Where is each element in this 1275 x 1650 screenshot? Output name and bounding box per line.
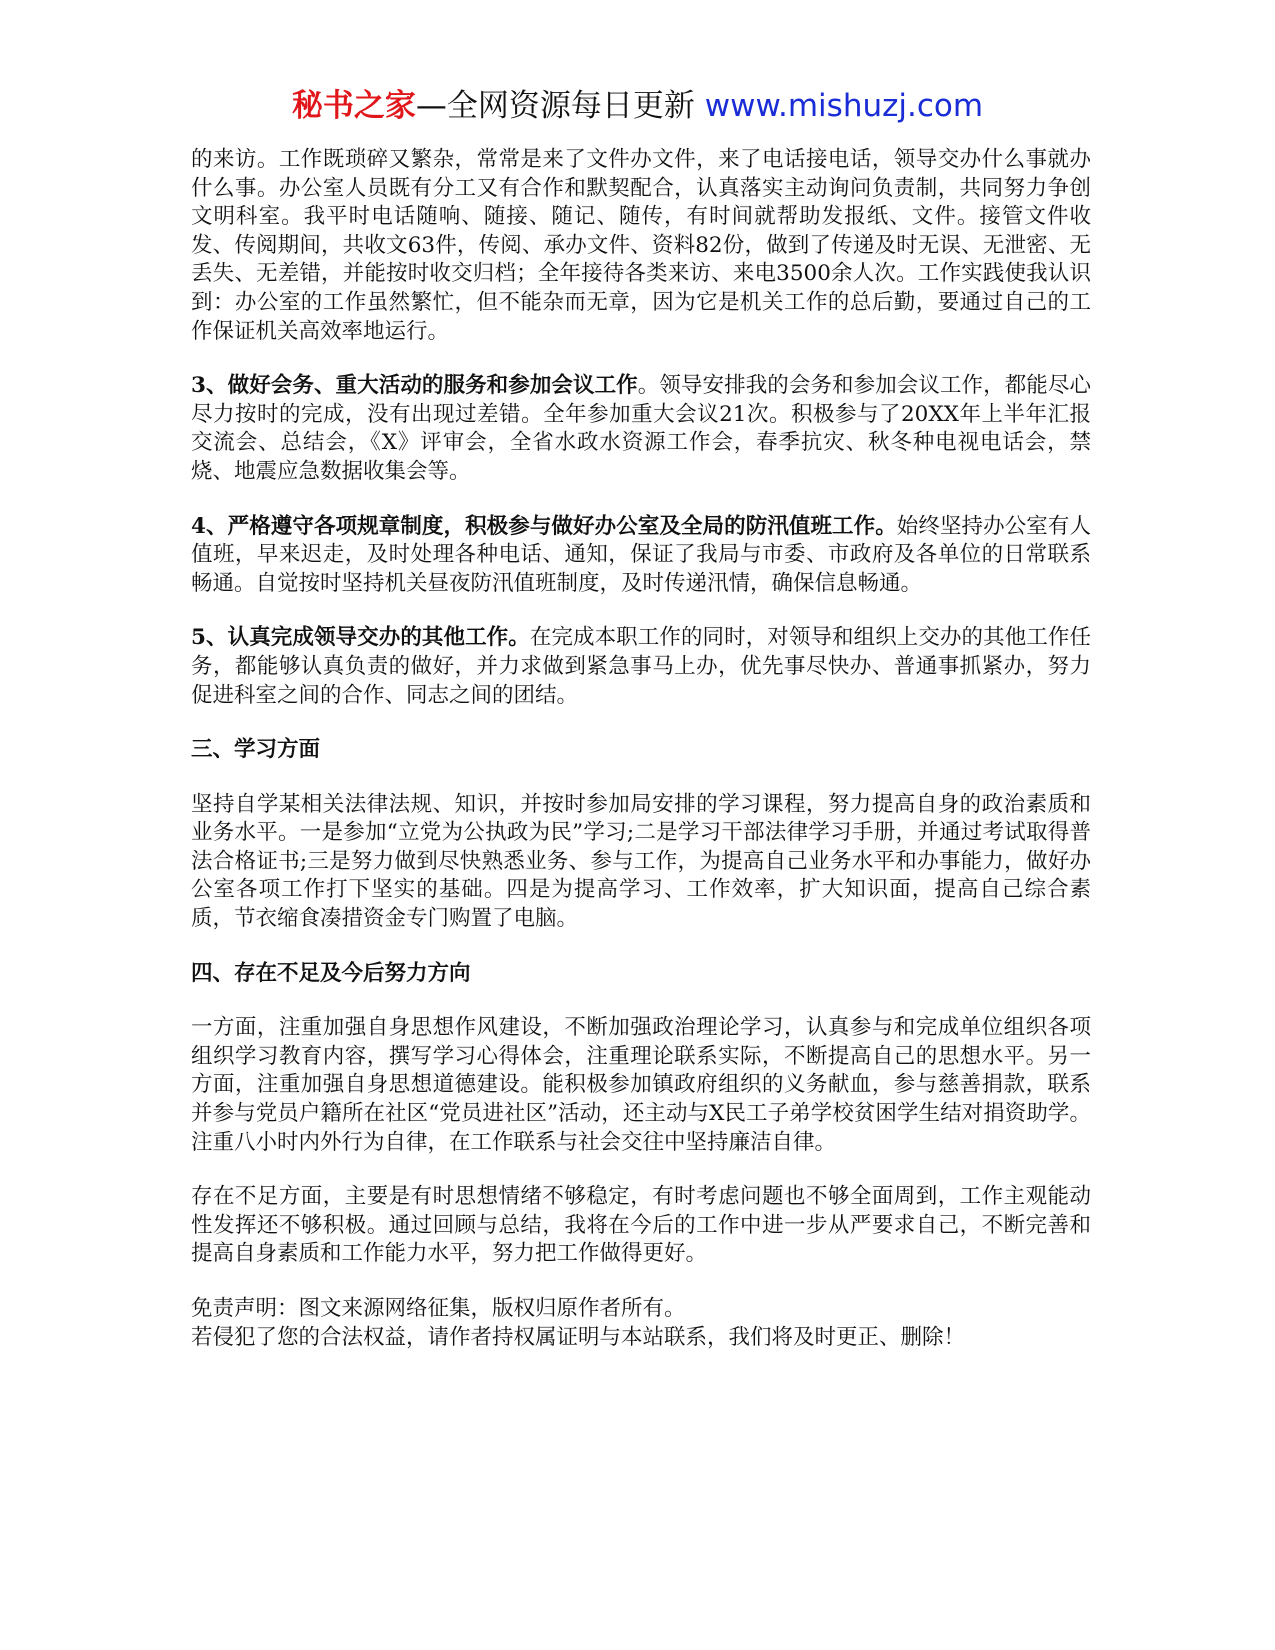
disclaimer-line-1: 免责声明：图文来源网络征集，版权归原作者所有。 <box>191 1296 686 1321</box>
paragraph-office-work: 的来访。工作既琐碎又繁杂，常常是来了文件办文件，来了电话接电话，领导交办什么事就办什么事。办公室人员既有分工又有合作和默契配合，认真落实主动询问负责制，共同努力争创文明科室。我平时电话随响、随接、随记、随传，有时间就帮助发报纸、文件。接管文件收发、传阅期间，共收文63件，传阅、承办文件、资料82份，做到了传递及时无误、无泄密、无丢失、无差错，并能按时收交归档；全年接待各类来访、来电3500余人次。工作实践使我认识到：办公室的工作虽然繁忙，但不能杂而无章，因为它是机关工作的总后勤，要通过自己的工作保证机关高效率地运行。 <box>191 147 1091 344</box>
site-url-link[interactable]: www.mishuzj.com <box>704 88 984 124</box>
paragraph-text: 。领导安排我的会务和参加会议工作，都能尽心尽力按时的完成，没有出现过差错。全年参加重大会议21次。积极参与了20XX年上半年汇报交流会、总结会，《X》评审会，全省水政水资源工作会，春季抗灾、秋冬种电视电话会，禁烧、地震应急数据收集会等。 <box>191 373 1091 484</box>
paragraph-lead: 3、做好会务、重大活动的服务和参加会议工作 <box>191 373 638 399</box>
paragraph-flood-duty <box>191 513 1091 599</box>
section-heading-shortcomings: 四、存在不足及今后努力方向 <box>191 960 471 986</box>
paragraph-lead: 4、严格遵守各项规章制度，积极参与做好办公室及全局的防汛值班工作。 <box>191 513 897 539</box>
paragraph-lead: 5、认真完成领导交办的其他工作。 <box>191 625 530 651</box>
section-heading-study: 三、学习方面 <box>191 737 321 763</box>
site-header <box>0 86 1275 126</box>
paragraph-text: 始终坚持办公室有人值班，早来迟走，及时处理各种电话、通知，保证了我局与市委、市政府及各单位的日常联系畅通。自觉按时坚持机关昼夜防汛值班制度，及时传递汛情，确保信息畅通。 <box>191 513 1091 596</box>
paragraph-study: 坚持自学某相关法律法规、知识，并按时参加局安排的学习课程，努力提高自身的政治素质和业务水平。一是参加“立党为公执政为民”学习;二是学习干部法律学习手册，并通过考试取得普法合格证书;三是努力做到尽快熟悉业务、参与工作，为提高自己业务水平和办事能力，做好办公室各项工作打下坚实的基础。四是为提高学习、工作效率，扩大知识面，提高自己综合素质，节衣缩食凑措资金专门购置了电脑。 <box>191 791 1091 932</box>
site-brand: 秘书之家 <box>291 88 416 124</box>
paragraph-shortcomings: 存在不足方面，主要是有时思想情绪不够稳定，有时考虑问题也不够全面周到，工作主观能动性发挥还不够积极。通过回顾与总结，我将在今后的工作中进一步从严要求自己，不断完善和提高自身素质和工作能力水平，努力把工作做得更好。 <box>191 1184 1091 1267</box>
paragraph-meeting-service <box>191 372 1091 486</box>
document-body <box>191 146 1091 1352</box>
paragraph-other-work <box>191 624 1091 710</box>
paragraph-self-improvement: 一方面，注重加强自身思想作风建设，不断加强政治理论学习，认真参与和完成单位组织各项组织学习教育内容，撰写学习心得体会，注重理论联系实际，不断提高自己的思想水平。另一方面，注重加强自身思想道德建设。能积极参加镇政府组织的义务献血，参与慈善捐款，联系并参与党员户籍所在社区“党员进社区”活动，还主动与X民工子弟学校贫困学生结对捐资助学。注重八小时内外行为自律，在工作联系与社会交往中坚持廉洁自律。 <box>191 1015 1091 1155</box>
disclaimer-line-2: 若侵犯了您的合法权益，请作者持权属证明与本站联系，我们将及时更正、删除！ <box>191 1324 966 1350</box>
paragraph-text: 在完成本职工作的同时，对领导和组织上交办的其他工作任务，都能够认真负责的做好，并力求做到紧急事马上办，优先事尽快办、普通事抓紧办，努力促进科室之间的合作、同志之间的团结。 <box>191 625 1091 708</box>
site-tagline: —全网资源每日更新 <box>415 88 695 124</box>
